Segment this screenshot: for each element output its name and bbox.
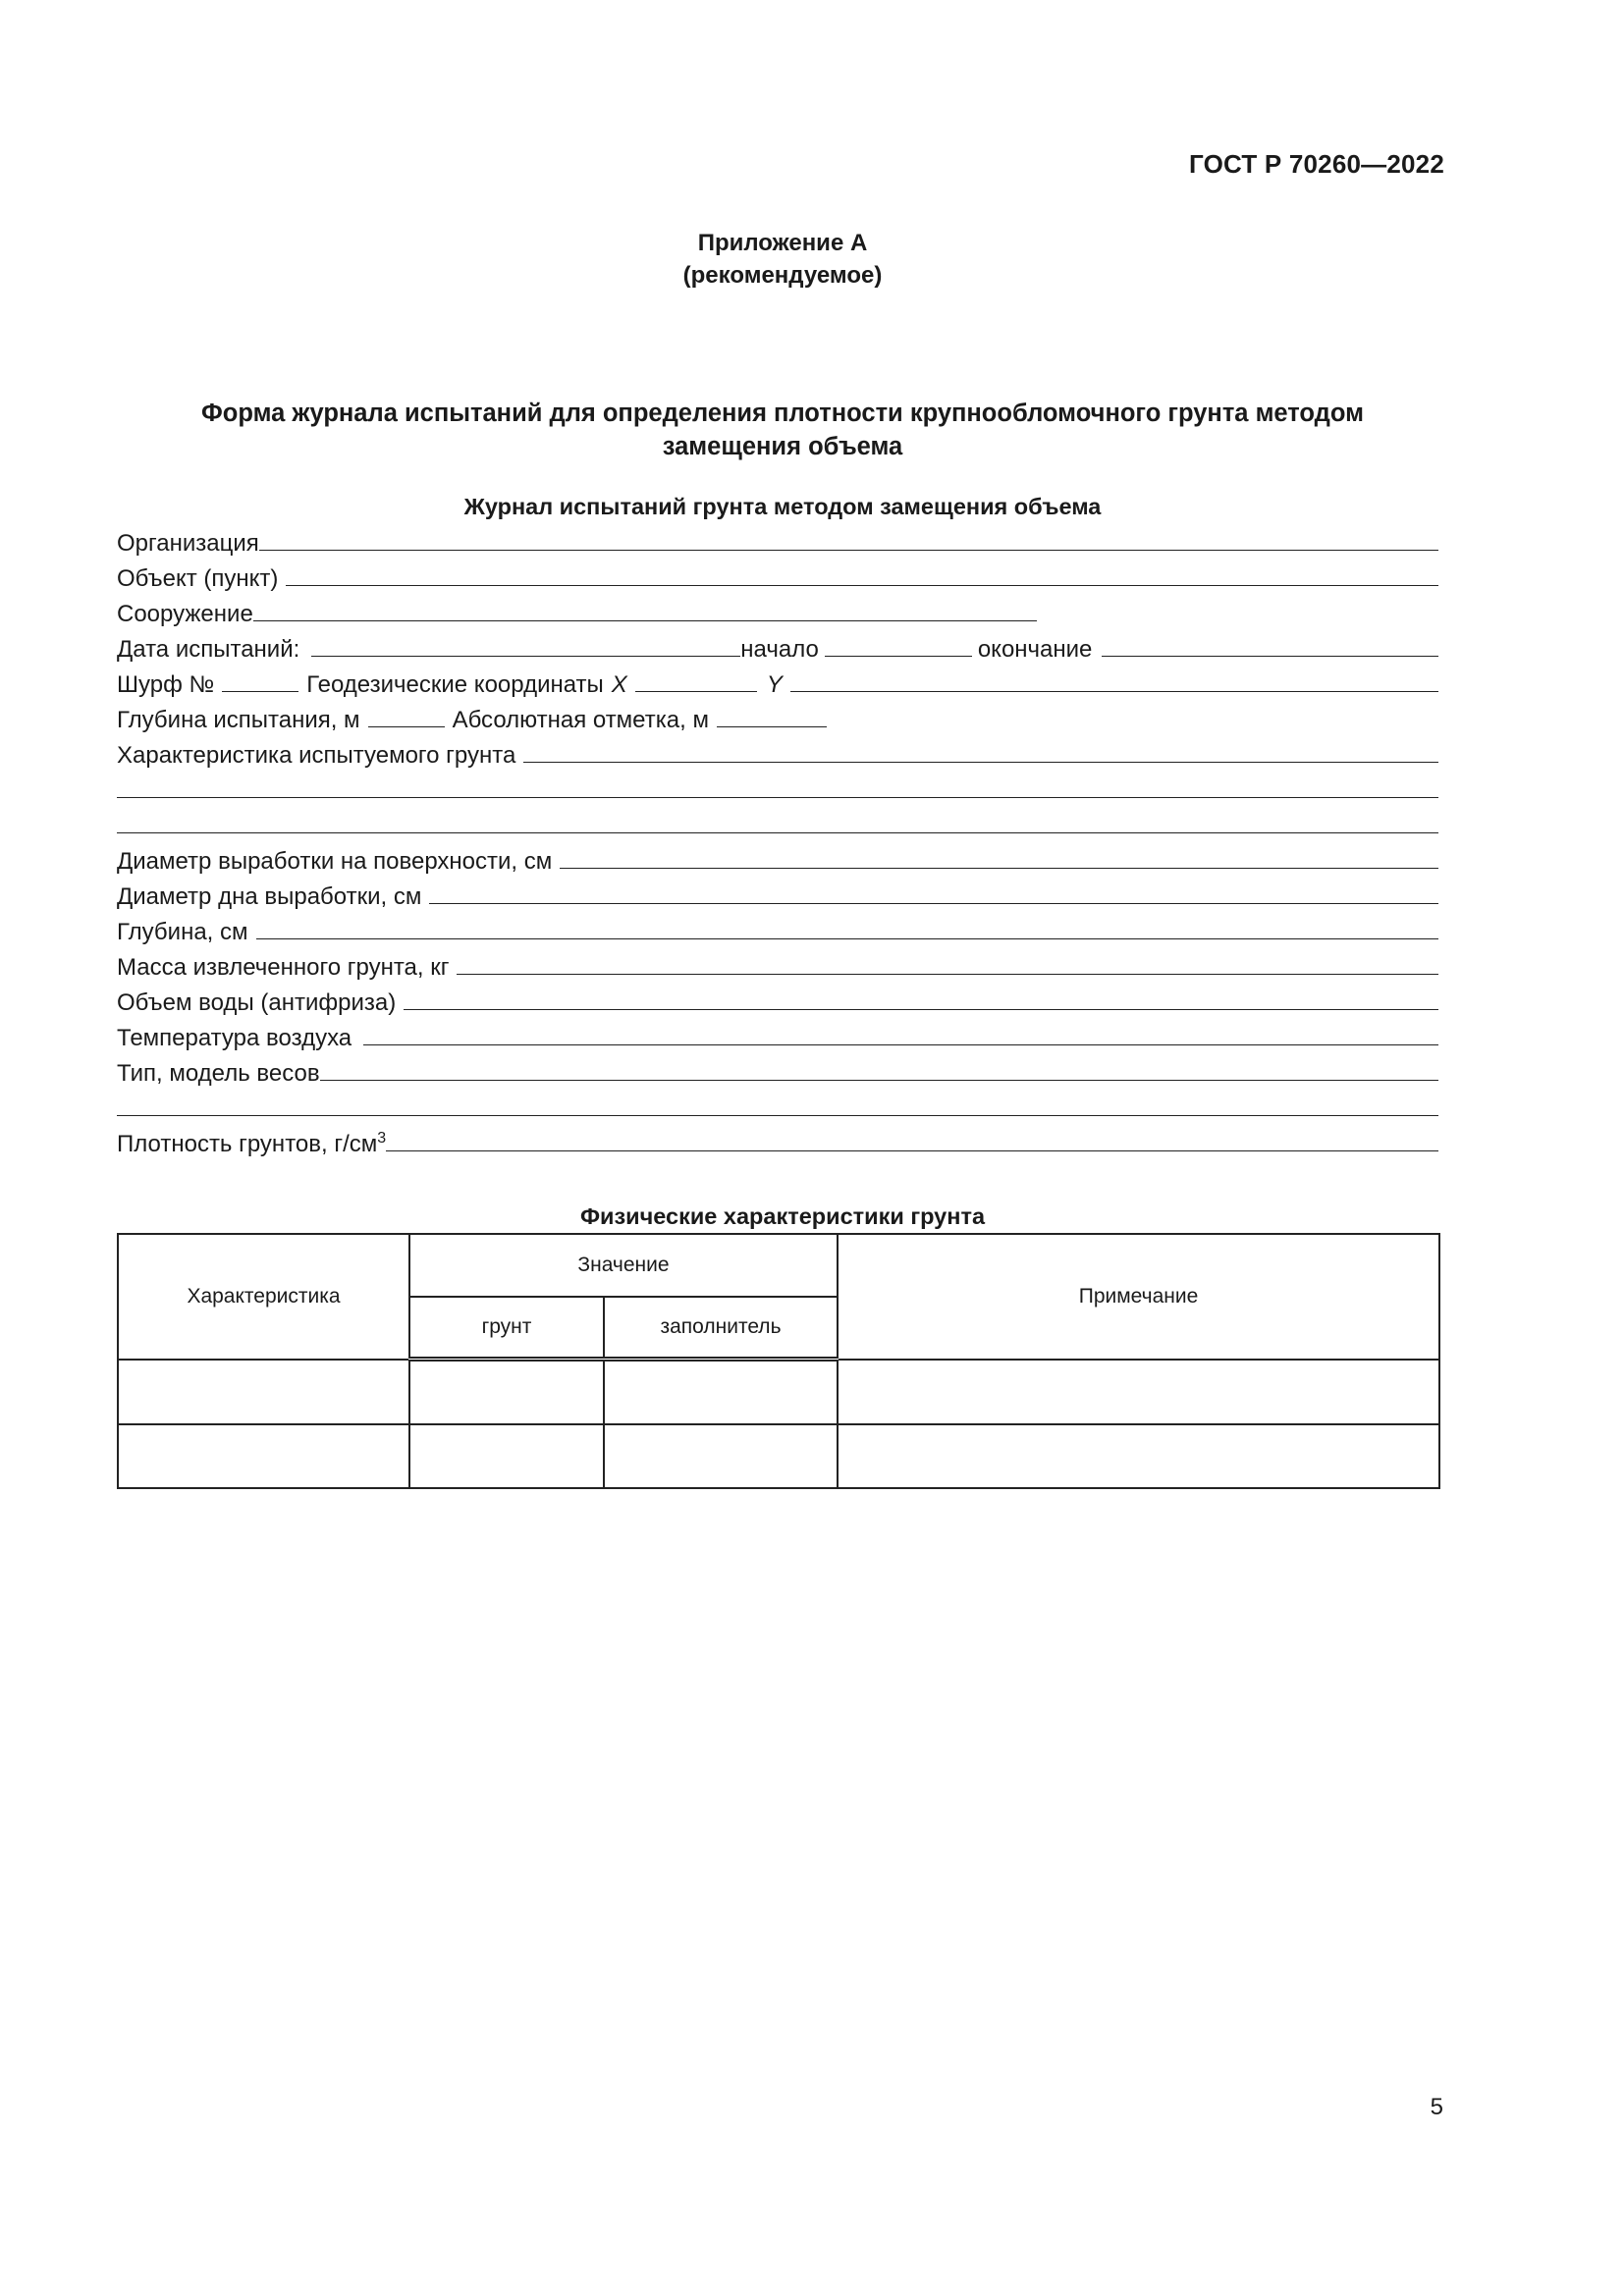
water-volume-label: Объем воды (антифриза)	[117, 989, 397, 1016]
soil-char-continuation-1	[117, 769, 1438, 804]
mass-field[interactable]	[457, 950, 1438, 975]
structure-row	[117, 592, 1438, 627]
soil-char-field[interactable]	[523, 738, 1438, 763]
density-label-text: Плотность грунтов, г/см	[117, 1131, 378, 1157]
form-title-line-2: замещения объема	[662, 433, 903, 460]
characteristic-header: Характеристика	[118, 1234, 409, 1360]
density-label	[117, 1126, 386, 1157]
structure-field[interactable]	[253, 597, 1037, 621]
start-field[interactable]	[825, 632, 972, 657]
scales-field-2[interactable]	[117, 1092, 1438, 1116]
note-header: Примечание	[838, 1234, 1439, 1360]
test-date-field[interactable]	[311, 632, 740, 657]
physical-characteristics-table	[117, 1233, 1440, 1489]
density-row	[117, 1122, 1438, 1157]
depth-row	[117, 698, 1438, 733]
surface-diameter-label: Диаметр выработки на поверхности, см	[117, 848, 553, 875]
density-field[interactable]	[386, 1127, 1438, 1151]
bottom-diameter-label: Диаметр дна выработки, см	[117, 883, 422, 910]
table-row	[118, 1360, 1439, 1425]
filler-subheader: заполнитель	[604, 1297, 838, 1360]
depth-cm-row	[117, 910, 1438, 945]
table-cell[interactable]	[118, 1424, 409, 1488]
water-volume-field[interactable]	[404, 986, 1438, 1010]
object-field[interactable]	[286, 561, 1438, 586]
density-unit-superscript: 3	[377, 1130, 387, 1147]
water-volume-row	[117, 981, 1438, 1016]
depth-cm-field[interactable]	[256, 915, 1438, 939]
bottom-diameter-field[interactable]	[429, 880, 1438, 904]
document-standard-number: ГОСТ Р 70260—2022	[1189, 149, 1444, 179]
physical-section-title: Физические характеристики грунта	[579, 1203, 986, 1229]
table-header-row	[118, 1234, 1439, 1297]
test-date-row	[117, 627, 1438, 663]
start-label: начало	[740, 636, 819, 663]
geo-coords-label: Геодезические координаты	[306, 671, 604, 698]
surface-diameter-field[interactable]	[560, 844, 1438, 869]
organization-row	[117, 521, 1438, 557]
depth-cm-label: Глубина, см	[117, 919, 248, 945]
abs-mark-label: Абсолютная отметка, м	[452, 707, 709, 733]
table-cell[interactable]	[838, 1360, 1439, 1425]
appendix-title: Приложение А	[697, 230, 868, 256]
object-label: Объект (пункт)	[117, 565, 279, 592]
organization-label: Организация	[117, 530, 259, 557]
air-temp-label: Температура воздуха	[117, 1025, 352, 1051]
table-cell[interactable]	[838, 1424, 1439, 1488]
soil-char-field-3[interactable]	[117, 809, 1438, 833]
mass-label: Масса извлеченного грунта, кг	[117, 954, 450, 981]
object-row	[117, 557, 1438, 592]
soil-char-continuation-2	[117, 804, 1438, 839]
scales-row	[117, 1051, 1438, 1087]
x-field[interactable]	[635, 667, 757, 692]
journal-title: Журнал испытаний грунта методом замещения объема	[463, 494, 1102, 519]
structure-label: Сооружение	[117, 601, 253, 627]
value-header: Значение	[409, 1234, 838, 1297]
soil-subheader: грунт	[409, 1297, 604, 1360]
bottom-diameter-row	[117, 875, 1438, 910]
y-field[interactable]	[790, 667, 1438, 692]
pit-field[interactable]	[222, 667, 298, 692]
page-number: 5	[1430, 2094, 1443, 2120]
form-title-line-1: Форма журнала испытаний для определения плотности крупнообломочного грунта методом	[201, 400, 1364, 427]
organization-field[interactable]	[259, 526, 1438, 551]
soil-char-field-2[interactable]	[117, 774, 1438, 798]
table-row	[118, 1424, 1439, 1488]
end-label: окончание	[977, 636, 1093, 663]
depth-m-field[interactable]	[368, 703, 445, 727]
table-cell[interactable]	[118, 1360, 409, 1425]
appendix-kind: (рекомендуемое)	[682, 262, 883, 289]
scales-continuation	[117, 1087, 1438, 1122]
appendix-heading	[0, 227, 1565, 292]
table-cell[interactable]	[409, 1360, 604, 1425]
pit-label: Шурф №	[117, 671, 215, 698]
abs-mark-field[interactable]	[717, 703, 827, 727]
air-temp-field[interactable]	[363, 1021, 1438, 1045]
mass-row	[117, 945, 1438, 981]
table-cell[interactable]	[409, 1424, 604, 1488]
soil-char-label: Характеристика испытуемого грунта	[117, 742, 516, 769]
air-temp-row	[117, 1016, 1438, 1051]
x-label: X	[611, 671, 627, 698]
table-cell[interactable]	[604, 1360, 838, 1425]
soil-char-row	[117, 733, 1438, 769]
scales-label: Тип, модель весов	[117, 1060, 320, 1087]
depth-m-label: Глубина испытания, м	[117, 707, 360, 733]
end-field[interactable]	[1102, 632, 1438, 657]
surface-diameter-row	[117, 839, 1438, 875]
pit-row	[117, 663, 1438, 698]
y-label: Y	[766, 671, 783, 698]
test-date-label: Дата испытаний:	[117, 636, 300, 663]
form-title	[0, 397, 1565, 463]
table-cell[interactable]	[604, 1424, 838, 1488]
scales-field[interactable]	[320, 1056, 1438, 1081]
